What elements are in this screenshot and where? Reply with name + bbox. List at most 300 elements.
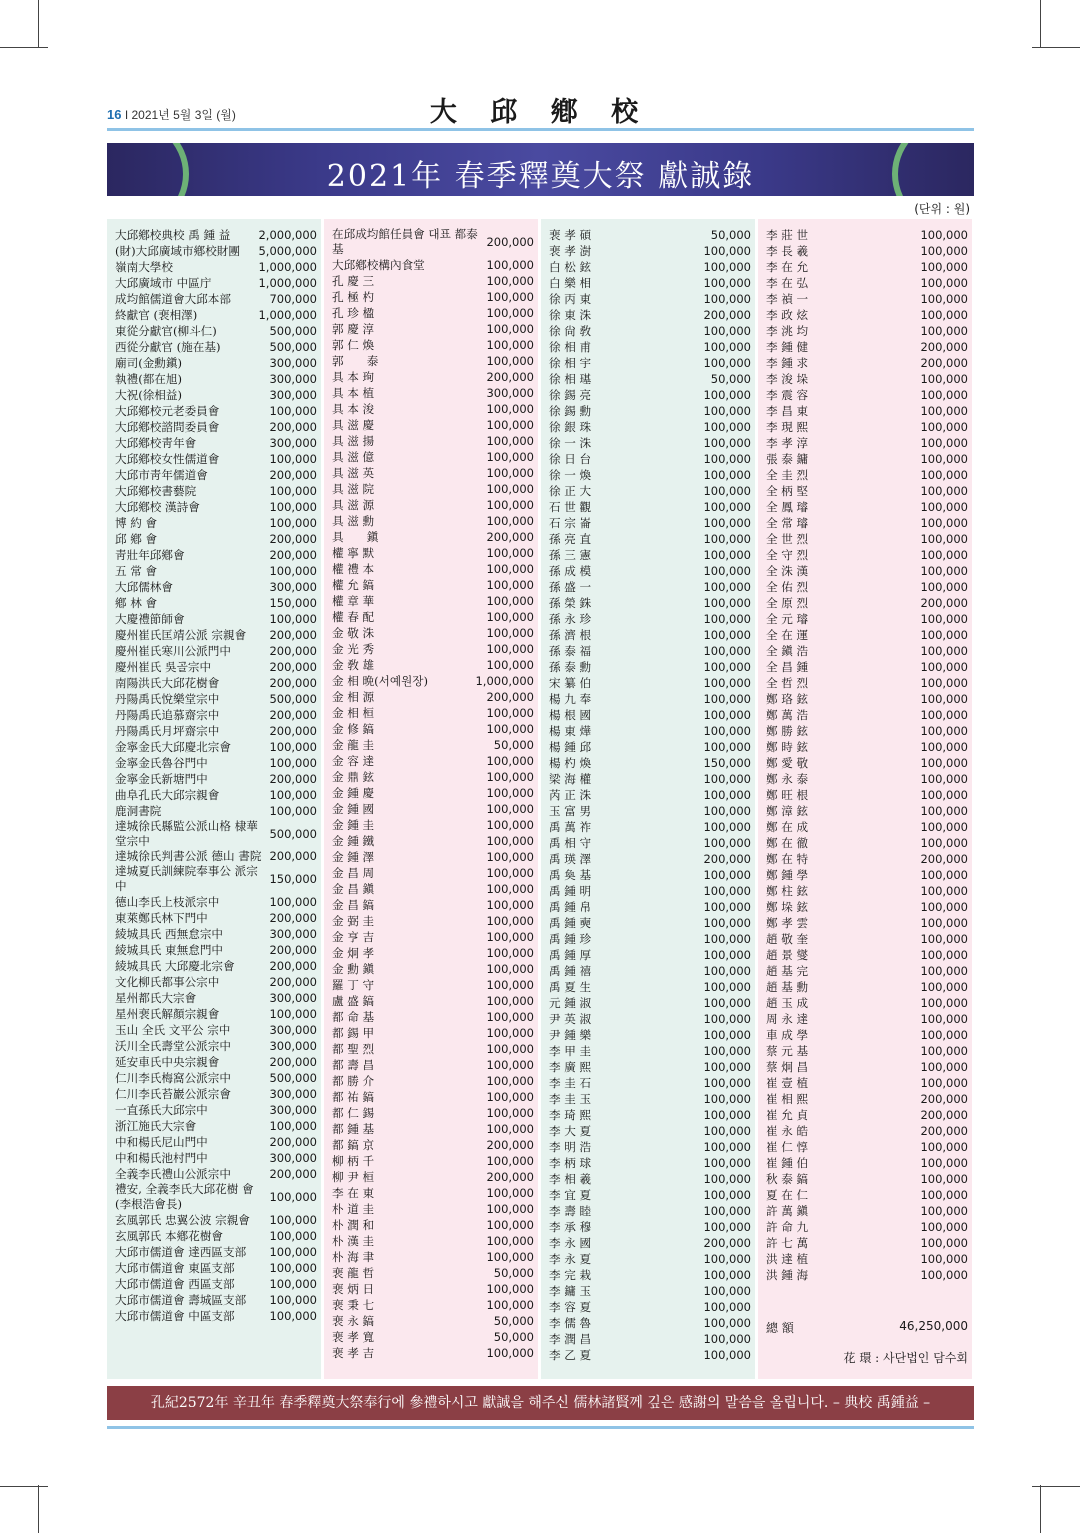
donor-name: 石 世 觀 xyxy=(549,500,592,514)
donor-name: 李 壽 睦 xyxy=(549,1204,592,1218)
donor-row xyxy=(332,513,534,529)
donor-name: 文化柳氏都事公宗中 xyxy=(115,975,220,989)
total-row xyxy=(766,1319,968,1336)
donation-amount: 300,000 xyxy=(269,356,317,370)
donation-amount: 100,000 xyxy=(703,740,751,754)
donor-name: 徐 銀 珠 xyxy=(549,420,592,434)
donation-amount: 100,000 xyxy=(486,1090,534,1104)
donor-name: 尹 英 淑 xyxy=(549,1012,592,1026)
donor-row xyxy=(332,737,534,753)
donation-amount: 100,000 xyxy=(703,692,751,706)
donor-row xyxy=(332,227,534,257)
donor-name: 夏 在 仁 xyxy=(766,1188,809,1202)
donation-amount: 100,000 xyxy=(920,548,968,562)
donor-name: 許 七 萬 xyxy=(766,1236,809,1250)
donor-name: 都 祐 鎬 xyxy=(332,1090,375,1104)
donation-amount: 100,000 xyxy=(486,1074,534,1088)
donation-amount: 100,000 xyxy=(703,276,751,290)
donor-name: 李 圭 石 xyxy=(549,1076,592,1090)
donor-row xyxy=(549,259,751,275)
donor-name: 大邱鄕校 漢詩會 xyxy=(115,500,200,514)
donation-amount: 200,000 xyxy=(269,420,317,434)
donation-amount: 200,000 xyxy=(269,959,317,973)
donor-row xyxy=(549,1139,751,1155)
donor-name: 全 守 烈 xyxy=(766,548,809,562)
donation-amount: 100,000 xyxy=(703,1140,751,1154)
donor-row xyxy=(332,529,534,545)
donor-row xyxy=(549,787,751,803)
donor-row xyxy=(115,1228,317,1244)
donor-row xyxy=(766,339,968,355)
donor-row xyxy=(115,1150,317,1166)
donation-amount: 100,000 xyxy=(269,1293,317,1307)
donation-amount: 100,000 xyxy=(920,260,968,274)
donation-amount: 100,000 xyxy=(703,916,751,930)
donor-row xyxy=(549,1347,751,1363)
donor-name: 慶州崔氏寒川公派門中 xyxy=(115,644,231,658)
donor-row xyxy=(549,355,751,371)
donor-name: 李 莊 世 xyxy=(766,228,809,242)
donor-name: 大邱鄕校靑年會 xyxy=(115,436,197,450)
donor-name: 徐 尙 敎 xyxy=(549,324,592,338)
donor-row xyxy=(549,1331,751,1347)
donor-name: 趙 基 完 xyxy=(766,964,809,978)
donation-amount: 100,000 xyxy=(920,324,968,338)
donor-name: 大邱鄕校典校 禹 鍾 益 xyxy=(115,228,231,242)
donation-amount: 100,000 xyxy=(269,516,317,530)
donor-row xyxy=(332,1217,534,1233)
donor-row xyxy=(549,1315,751,1331)
donor-row xyxy=(549,659,751,675)
donor-row xyxy=(549,579,751,595)
donor-row xyxy=(549,1219,751,1235)
donation-amount: 100,000 xyxy=(703,516,751,530)
donor-row xyxy=(332,1089,534,1105)
donation-amount: 100,000 xyxy=(920,932,968,946)
donor-name: 金 勳 鎭 xyxy=(332,962,375,976)
donor-name: 孔 珍 楹 xyxy=(332,306,375,320)
donor-row xyxy=(332,321,534,337)
donor-name: 都 命 基 xyxy=(332,1010,375,1024)
donation-amount: 100,000 xyxy=(269,1189,317,1204)
donor-row xyxy=(766,531,968,547)
donation-amount: 500,000 xyxy=(269,340,317,354)
donation-amount: 100,000 xyxy=(920,836,968,850)
donation-amount: 100,000 xyxy=(703,996,751,1010)
donation-amount: 100,000 xyxy=(486,834,534,848)
donation-amount: 200,000 xyxy=(920,1124,968,1138)
donation-amount: 300,000 xyxy=(269,372,317,386)
donor-name: 慶州崔氏 吳골宗中 xyxy=(115,660,212,674)
donor-row xyxy=(549,1123,751,1139)
donor-name: 鄭 鍾 學 xyxy=(766,868,809,882)
donation-amount: 100,000 xyxy=(703,596,751,610)
donor-row xyxy=(115,675,317,691)
donor-row xyxy=(332,1057,534,1073)
donor-name: 蔡 炯 昌 xyxy=(766,1060,809,1074)
donor-name: 金 龍 圭 xyxy=(332,738,375,752)
donor-name: 李 震 容 xyxy=(766,388,809,402)
donor-name: 一直孫氏大邱宗中 xyxy=(115,1103,208,1117)
donor-row xyxy=(549,883,751,899)
donor-name: 金寧金氏新塘門中 xyxy=(115,772,208,786)
donor-name: 趙 玉 成 xyxy=(766,996,809,1010)
donor-name: 金 容 達 xyxy=(332,754,375,768)
donor-name: 玉山 全氏 文平公 宗中 xyxy=(115,1023,231,1037)
donor-row xyxy=(332,465,534,481)
donor-name: 孫 成 模 xyxy=(549,564,592,578)
donation-amount: 100,000 xyxy=(486,1234,534,1248)
donor-name: 李 完 栽 xyxy=(549,1268,592,1282)
donation-amount: 100,000 xyxy=(486,658,534,672)
donor-row xyxy=(332,289,534,305)
donation-amount: 100,000 xyxy=(486,786,534,800)
donor-row xyxy=(549,227,751,243)
donor-name: 柳 柄 千 xyxy=(332,1154,375,1168)
donor-name: 李 儒 魯 xyxy=(549,1316,592,1330)
donor-row xyxy=(332,849,534,865)
donation-amount: 150,000 xyxy=(269,871,317,886)
donor-row xyxy=(115,1244,317,1260)
donor-row xyxy=(332,433,534,449)
crop-mark-br-h xyxy=(1032,1486,1080,1487)
donor-name: 孫 亮 直 xyxy=(549,532,592,546)
donation-amount: 100,000 xyxy=(703,260,751,274)
donor-row xyxy=(766,739,968,755)
donation-amount: 100,000 xyxy=(920,388,968,402)
donation-amount: 100,000 xyxy=(703,244,751,258)
donor-row xyxy=(549,1203,751,1219)
donor-name: 全 圭 烈 xyxy=(766,468,809,482)
donor-name: 鄭 愛 敬 xyxy=(766,756,809,770)
donor-row xyxy=(115,1276,317,1292)
donation-amount: 100,000 xyxy=(920,740,968,754)
page-number: 16 xyxy=(107,107,122,122)
donation-amount: 100,000 xyxy=(486,1154,534,1168)
donation-amount: 100,000 xyxy=(703,548,751,562)
donation-amount: 100,000 xyxy=(920,628,968,642)
donation-amount: 50,000 xyxy=(710,372,751,386)
donor-row xyxy=(549,371,751,387)
donation-amount: 200,000 xyxy=(269,660,317,674)
donor-name: 李 潤 昌 xyxy=(549,1332,592,1346)
donation-amount: 100,000 xyxy=(703,532,751,546)
donor-name: 朴 漢 圭 xyxy=(332,1234,375,1248)
donor-row xyxy=(549,947,751,963)
donation-amount: 100,000 xyxy=(703,1348,751,1362)
donor-name: 李 大 夏 xyxy=(549,1124,592,1138)
donor-row xyxy=(766,371,968,387)
donation-amount: 100,000 xyxy=(920,820,968,834)
donor-row xyxy=(115,1292,317,1308)
donor-name: 全 洙 漢 xyxy=(766,564,809,578)
donation-amount: 100,000 xyxy=(920,500,968,514)
crop-mark-tr xyxy=(1040,0,1041,48)
donor-row xyxy=(332,977,534,993)
donor-name: 孫 泰 福 xyxy=(549,644,592,658)
donor-row xyxy=(549,851,751,867)
donation-amount: 100,000 xyxy=(920,788,968,802)
donor-row xyxy=(766,1219,968,1235)
donor-name: 禹 瑛 澤 xyxy=(549,852,592,866)
donor-row xyxy=(115,1182,317,1212)
donor-row xyxy=(115,595,317,611)
donation-amount: 200,000 xyxy=(269,548,317,562)
donation-amount: 100,000 xyxy=(486,306,534,320)
donor-name: 大邱市儒道會 中區支部 xyxy=(115,1309,235,1323)
donor-name: 裵 孝 吉 xyxy=(332,1346,375,1360)
donor-column-3 xyxy=(541,219,755,1379)
donor-row xyxy=(115,243,317,259)
donation-amount: 100,000 xyxy=(920,1140,968,1154)
donor-name: 李 鍾 健 xyxy=(766,340,809,354)
donation-amount: 200,000 xyxy=(269,849,317,863)
donor-row xyxy=(115,926,317,942)
donation-amount: 100,000 xyxy=(920,244,968,258)
donation-amount: 100,000 xyxy=(920,1028,968,1042)
donor-name: 崔 鍾 伯 xyxy=(766,1156,809,1170)
donor-row xyxy=(766,1139,968,1155)
donation-amount: 100,000 xyxy=(486,1042,534,1056)
issue-date: 2021년 5월 3일 (월) xyxy=(131,108,236,122)
donor-row xyxy=(766,1059,968,1075)
donor-row xyxy=(332,1201,534,1217)
donor-row xyxy=(549,1155,751,1171)
donor-row xyxy=(766,595,968,611)
donation-amount: 100,000 xyxy=(920,404,968,418)
donor-name: 車 成 學 xyxy=(766,1028,809,1042)
donor-row xyxy=(549,1251,751,1267)
crop-mark-br xyxy=(1040,1485,1041,1533)
donation-amount: 100,000 xyxy=(920,772,968,786)
donation-amount: 100,000 xyxy=(486,322,534,336)
donor-row xyxy=(115,739,317,755)
donor-name: 朴 海 聿 xyxy=(332,1250,375,1264)
donation-amount: 100,000 xyxy=(703,1220,751,1234)
donation-amount: 100,000 xyxy=(703,404,751,418)
donation-amount: 100,000 xyxy=(486,770,534,784)
donor-name: 全 哲 烈 xyxy=(766,676,809,690)
donor-row xyxy=(549,403,751,419)
donor-name: 李 甲 圭 xyxy=(549,1044,592,1058)
donation-amount: 200,000 xyxy=(486,690,534,704)
donation-amount: 300,000 xyxy=(269,1151,317,1165)
donor-row xyxy=(332,593,534,609)
donor-name: 李 政 炫 xyxy=(766,308,809,322)
donation-amount: 100,000 xyxy=(703,628,751,642)
donor-name: 裵 龍 哲 xyxy=(332,1266,375,1280)
donor-row xyxy=(332,257,534,273)
donor-row xyxy=(115,579,317,595)
donor-name: 李 容 夏 xyxy=(549,1300,592,1314)
donation-amount: 100,000 xyxy=(920,516,968,530)
donation-amount: 100,000 xyxy=(920,676,968,690)
donor-row xyxy=(115,355,317,371)
donor-name: 禹 夏 生 xyxy=(549,980,592,994)
donation-amount: 100,000 xyxy=(920,756,968,770)
donation-amount: 100,000 xyxy=(920,1268,968,1282)
donation-amount: 100,000 xyxy=(920,884,968,898)
donation-amount: 200,000 xyxy=(486,530,534,544)
donor-name: 李 長 羲 xyxy=(766,244,809,258)
crop-mark-tl xyxy=(38,0,39,48)
donation-amount: 100,000 xyxy=(920,1252,968,1266)
donation-amount: 100,000 xyxy=(486,482,534,496)
donation-amount: 100,000 xyxy=(703,1332,751,1346)
donor-name: 金 亨 吉 xyxy=(332,930,375,944)
donor-row xyxy=(332,961,534,977)
donor-row xyxy=(766,307,968,323)
donor-name: 徐 相 璂 xyxy=(549,372,592,386)
donor-row xyxy=(115,563,317,579)
donor-row xyxy=(549,275,751,291)
donor-name: 金 鼎 鉉 xyxy=(332,770,375,784)
donation-amount: 1,000,000 xyxy=(258,276,317,290)
donation-amount: 100,000 xyxy=(269,484,317,498)
donation-amount: 100,000 xyxy=(703,1252,751,1266)
donor-name: 徐 相 甫 xyxy=(549,340,592,354)
donor-row xyxy=(766,1203,968,1219)
donation-amount: 100,000 xyxy=(486,1106,534,1120)
donor-name: 都 仁 錫 xyxy=(332,1106,375,1120)
donor-row xyxy=(332,673,534,689)
donor-row xyxy=(549,755,751,771)
donor-column-1 xyxy=(107,219,321,1379)
donation-amount: 100,000 xyxy=(703,788,751,802)
donation-amount: 200,000 xyxy=(269,724,317,738)
donor-row xyxy=(549,979,751,995)
donor-row xyxy=(766,835,968,851)
donation-amount: 200,000 xyxy=(920,340,968,354)
donor-name: 具 滋 慶 xyxy=(332,418,375,432)
donation-amount: 100,000 xyxy=(703,1076,751,1090)
donor-name: 鄭 時 鉉 xyxy=(766,740,809,754)
donation-amount: 100,000 xyxy=(703,484,751,498)
donation-amount: 300,000 xyxy=(486,386,534,400)
donation-amount: 100,000 xyxy=(703,356,751,370)
donor-name: 慶州崔氏匡靖公派 宗親會 xyxy=(115,628,247,642)
donor-name: 禹 鍾 厚 xyxy=(549,948,592,962)
donor-name: 金寧金氏魯谷門中 xyxy=(115,756,208,770)
donor-name: 嶺南大學校 xyxy=(115,260,173,274)
donor-row xyxy=(332,897,534,913)
donor-name: 裵 孝 澍 xyxy=(549,244,592,258)
donor-row xyxy=(766,259,968,275)
donation-amount: 100,000 xyxy=(703,452,751,466)
donor-row xyxy=(766,883,968,899)
donor-name: 鄭 萬 浩 xyxy=(766,708,809,722)
donation-amount: 100,000 xyxy=(920,1060,968,1074)
donor-row xyxy=(115,1118,317,1134)
donor-row xyxy=(549,1027,751,1043)
donation-amount: 500,000 xyxy=(269,826,317,841)
donation-amount: 100,000 xyxy=(703,388,751,402)
donor-row xyxy=(766,323,968,339)
donor-row xyxy=(332,817,534,833)
donation-amount: 100,000 xyxy=(920,1156,968,1170)
donor-row xyxy=(332,801,534,817)
donation-amount: 100,000 xyxy=(703,820,751,834)
donation-amount: 100,000 xyxy=(486,1010,534,1024)
donor-name: 裵 孝 碩 xyxy=(549,228,592,242)
donation-amount: 100,000 xyxy=(920,228,968,242)
donation-amount: 300,000 xyxy=(269,1023,317,1037)
donor-name: 沃川全氏壽堂公派宗中 xyxy=(115,1039,231,1053)
donor-name: 權 寧 默 xyxy=(332,546,375,560)
donation-amount: 100,000 xyxy=(703,1172,751,1186)
donation-amount: 100,000 xyxy=(920,1012,968,1026)
donation-amount: 100,000 xyxy=(920,452,968,466)
donation-amount: 100,000 xyxy=(486,626,534,640)
donor-row xyxy=(549,1011,751,1027)
donation-amount: 300,000 xyxy=(269,1103,317,1117)
donation-amount: 100,000 xyxy=(269,612,317,626)
donation-amount: 100,000 xyxy=(703,1316,751,1330)
donor-name: 尹 鍾 樂 xyxy=(549,1028,592,1042)
donor-name: 鄭 珞 鉉 xyxy=(766,692,809,706)
donor-row xyxy=(549,627,751,643)
donor-name: 孫 盛 一 xyxy=(549,580,592,594)
donor-row xyxy=(766,851,968,867)
donor-row xyxy=(332,337,534,353)
donation-amount: 100,000 xyxy=(269,564,317,578)
donor-row xyxy=(766,355,968,371)
donor-name: 徐 錫 勳 xyxy=(549,404,592,418)
donation-amount: 100,000 xyxy=(703,932,751,946)
donation-amount: 100,000 xyxy=(703,1188,751,1202)
donor-name: 徐 錫 亮 xyxy=(549,388,592,402)
donor-row xyxy=(549,643,751,659)
donor-name: 鄭 柱 鉉 xyxy=(766,884,809,898)
donor-row xyxy=(332,561,534,577)
donation-amount: 100,000 xyxy=(920,692,968,706)
donor-row xyxy=(766,1043,968,1059)
donor-row xyxy=(549,803,751,819)
donor-name: 都 聖 烈 xyxy=(332,1042,375,1056)
donor-row xyxy=(766,915,968,931)
donor-row xyxy=(115,974,317,990)
donor-name: 金 敬 洙 xyxy=(332,626,375,640)
donor-row xyxy=(115,499,317,515)
donor-name: 洪 達 植 xyxy=(766,1252,809,1266)
donor-row xyxy=(115,227,317,243)
donation-amount: 100,000 xyxy=(920,804,968,818)
donor-row xyxy=(549,915,751,931)
donor-row xyxy=(549,531,751,547)
separator: I xyxy=(124,108,132,122)
donor-name: 禹 相 守 xyxy=(549,836,592,850)
donation-amount: 100,000 xyxy=(920,1076,968,1090)
donation-amount: 100,000 xyxy=(920,644,968,658)
donation-amount: 100,000 xyxy=(269,1007,317,1021)
donor-row xyxy=(766,963,968,979)
donor-row xyxy=(332,881,534,897)
donor-row xyxy=(549,835,751,851)
donor-row xyxy=(766,691,968,707)
donor-row xyxy=(549,1107,751,1123)
donor-name: 金 光 秀 xyxy=(332,642,375,656)
donation-amount: 100,000 xyxy=(920,420,968,434)
donation-amount: 200,000 xyxy=(269,1135,317,1149)
donor-name: 楊 東 燁 xyxy=(549,724,592,738)
donor-row xyxy=(766,1171,968,1187)
donor-name: 楊 杓 煥 xyxy=(549,756,592,770)
donor-row xyxy=(766,1123,968,1139)
donation-amount: 100,000 xyxy=(703,500,751,514)
donor-column-2 xyxy=(324,219,538,1379)
donor-row xyxy=(115,275,317,291)
donor-row xyxy=(332,545,534,561)
